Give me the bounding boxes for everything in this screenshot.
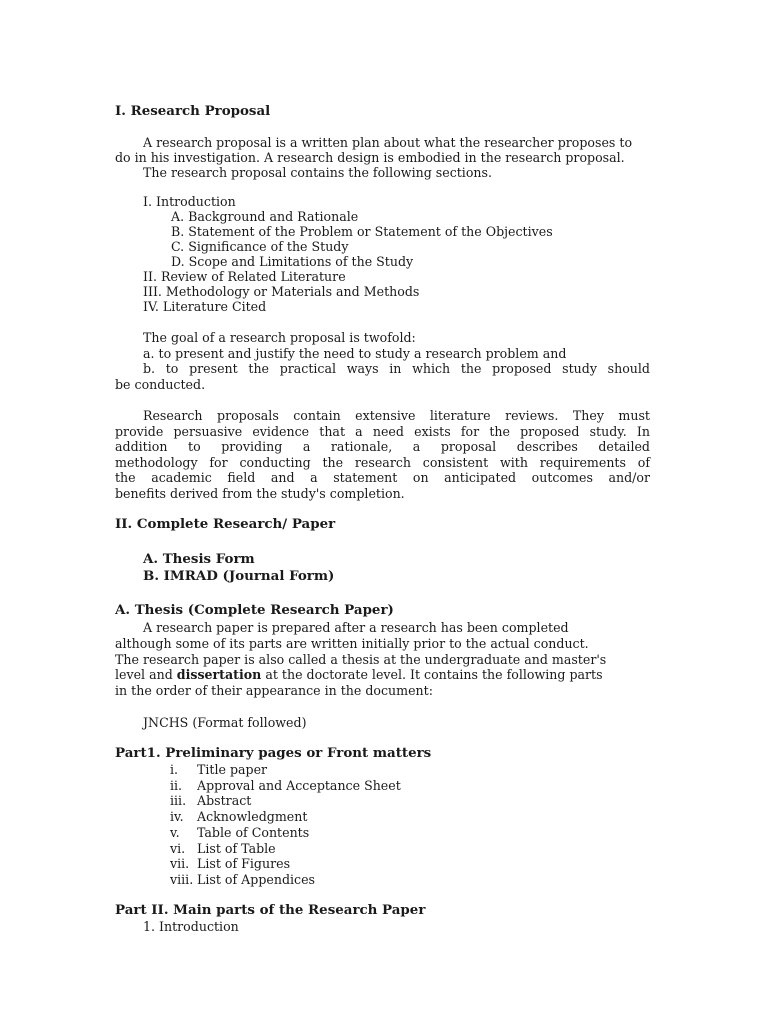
roman-numeral: ii. [170,777,183,793]
bold-term-dissertation: dissertation [176,667,262,682]
section-heading-complete-research: II. Complete Research/ Paper [115,516,336,532]
form-item: A. Thesis Form [143,551,255,567]
roman-numeral: viii. [170,871,194,887]
paragraph-line: The research paper is also called a thesis at the undergraduate and master's [115,652,607,667]
front-matter-label: List of Table [197,840,276,856]
paragraph-line: The research proposal contains the following sections. [143,165,492,180]
front-matter-item [170,856,290,871]
paragraph-line: provide persuasive evidence that a need exists for the proposed study. In [115,424,650,439]
front-matter-label: Table of Contents [197,824,310,840]
part1-heading: Part1. Preliminary pages or Front matters [115,745,432,761]
front-matter-label: List of Appendices [197,871,316,887]
roman-numeral: v. [170,824,180,840]
outline-subitem: B. Statement of the Problem or Statement of the Objectives [171,224,553,239]
paragraph-line: do in his investigation. A research design is embodied in the research proposal. [115,150,625,165]
outline-subitem: D. Scope and Limitations of the Study [171,254,414,269]
front-matter-label: Abstract [197,793,252,809]
section-heading-research-proposal: I. Research Proposal [115,103,271,119]
outline-item: II. Review of Related Literature [143,269,346,284]
outline-item: IV. Literature Cited [143,299,267,314]
text-run: level and [115,667,177,682]
roman-numeral: vii. [170,856,190,872]
outline-subitem: A. Background and Rationale [171,209,359,224]
front-matter-item [170,809,307,824]
outline-item: III. Methodology or Materials and Methods [143,284,420,299]
roman-numeral: iv. [170,809,184,825]
paragraph-line: Research proposals contain extensive literature reviews. They must [143,408,650,423]
form-item: B. IMRAD (Journal Form) [143,568,335,584]
paragraph-line: in the order of their appearance in the document: [115,683,433,698]
format-note: JNCHS (Format followed) [143,715,307,730]
list-item: 1. Introduction [143,919,239,934]
paragraph-line: A research proposal is a written plan about what the researcher proposes to [143,135,633,150]
front-matter-label: List of Figures [197,856,291,872]
paragraph-line [115,667,603,682]
paragraph-line: the academic field and a statement on anticipated outcomes and/or [115,470,650,485]
paragraph-line: benefits derived from the study's completion. [115,486,405,501]
roman-numeral: vi. [170,840,186,856]
paragraph-line: The goal of a research proposal is twofold: [143,330,416,345]
subsection-heading-thesis: A. Thesis (Complete Research Paper) [115,602,394,618]
paragraph-line: a. to present and justify the need to study a research problem and [143,346,567,361]
front-matter-item [170,825,309,840]
paragraph-line: b. to present the practical ways in which the proposed study should [143,361,650,376]
roman-numeral: iii. [170,793,187,809]
paragraph-line: although some of its parts are written initially prior to the actual conduct. [115,636,589,651]
front-matter-item [170,793,251,808]
front-matter-item [170,872,315,887]
outline-item: I. Introduction [143,194,236,209]
roman-numeral: i. [170,762,179,777]
paragraph-line: A research paper is prepared after a research has been completed [143,620,569,635]
front-matter-item [170,778,401,793]
paragraph-line: addition to providing a rationale, a proposal describes detailed [115,439,650,454]
front-matter-label: Title paper [197,762,268,777]
text-run: at the doctorate level. It contains the following parts [261,667,603,682]
front-matter-item [170,762,267,777]
paragraph-line: methodology for conducting the research consistent with requirements of [115,455,650,470]
paragraph-line: be conducted. [115,377,206,392]
front-matter-item [170,841,276,856]
outline-subitem: C. Significance of the Study [171,239,349,254]
front-matter-label: Acknowledgment [197,809,308,825]
part2-heading: Part II. Main parts of the Research Paper [115,902,426,918]
front-matter-label: Approval and Acceptance Sheet [197,777,401,793]
